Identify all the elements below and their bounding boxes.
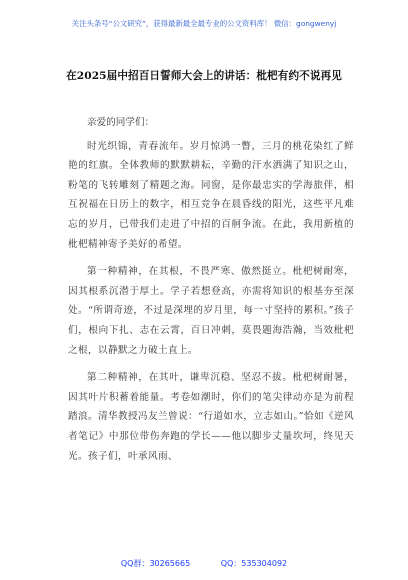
salutation: 亲爱的同学们：: [87, 117, 155, 128]
paragraph-2: 第一种精神，在其根，不畏严寒、傲然挺立。枇杷树耐寒，因其根系沉潜于厚土。学子若想登高，亦需将知识的根基夯至深处。“所谓奇迹，不过是深埋的岁月里，每一寸坚持的累积。”孩子们，根向下扎、志在云霄，百日冲刺，莫畏题海浩瀚，当效枇杷之根，以静默之力破土直上。: [68, 266, 354, 356]
paragraph-1: 时光织锦，青春流年。岁月惊鸿一瞥，三月的桃花染红了鲜艳的红旗。全体教师的默默耕耘，辛勤的汗水洒满了知识之山，粉笔的飞转雕刻了精题之海。同窗，是你最忠实的学海旅伴，相互祝福在日历上的数字，相互竞争在晨昏线的阳光，这些平凡难忘的岁月，已带我们走进了中招的百舸争流。在此，我用新植的枇杷精神寄予美好的希望。: [68, 140, 354, 250]
footer-qq: QQ：535304092: [220, 559, 288, 568]
footer: [0, 558, 408, 569]
document-body: [68, 113, 354, 474]
header-note: 关注头条号“公文研究”，获得最新最全最专业的公文资料库！ 微信：gongwenyj: [71, 19, 337, 28]
footer-qq-group: QQ群：30265665: [120, 559, 191, 568]
document-title: 在2025届中招百日誓师大会上的讲话：枇杷有约不说再见: [66, 70, 342, 82]
paragraph-3: 第二种精神，在其叶，谦卑沉稳、坚忍不拔。枇杷树耐暑，因其叶片积蓄着能量。考卷如潮时，你们的笔尖律动亦是为前程踏浪。清华教授冯友兰曾说：“行道如水，立志如山。”恰如《逆风者笔记》中那位带伤奔跑的学长——他以脚步丈量坎坷，终见天光。孩子们，叶承风雨、: [68, 372, 354, 462]
